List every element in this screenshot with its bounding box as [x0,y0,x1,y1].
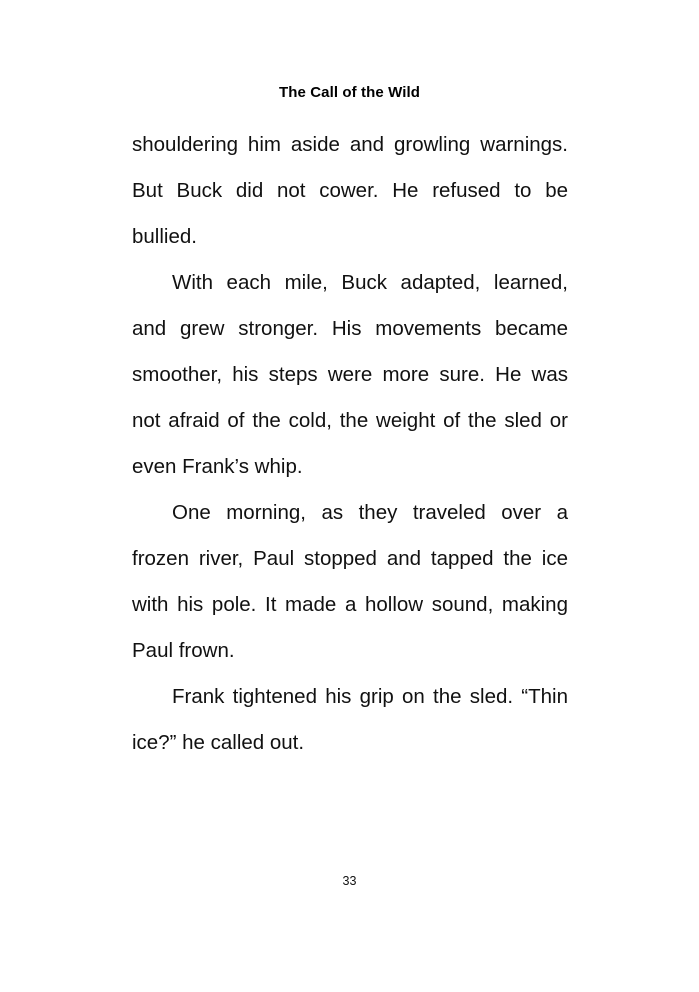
paragraph: Frank tightened his grip on the sled. “Thin ice?” he called out. [132,685,568,754]
paragraph: shouldering him aside and growling warnings. But Buck did not cower. He refused to be bullied. [132,133,568,248]
paragraph: With each mile, Buck adapted, learned, and grew stronger. His movements became smoother, his steps were more sure. He was not afraid of the cold, the weight of the sled or even Frank’s whip. [132,271,568,478]
paragraph: One morning, as they traveled over a frozen river, Paul stopped and tapped the ice with his pole. It made a hollow sound, making Paul frown. [132,501,568,662]
running-head-title: The Call of the Wild [278,84,421,101]
page-number: 33 [342,874,357,888]
page-body-text [132,122,568,766]
